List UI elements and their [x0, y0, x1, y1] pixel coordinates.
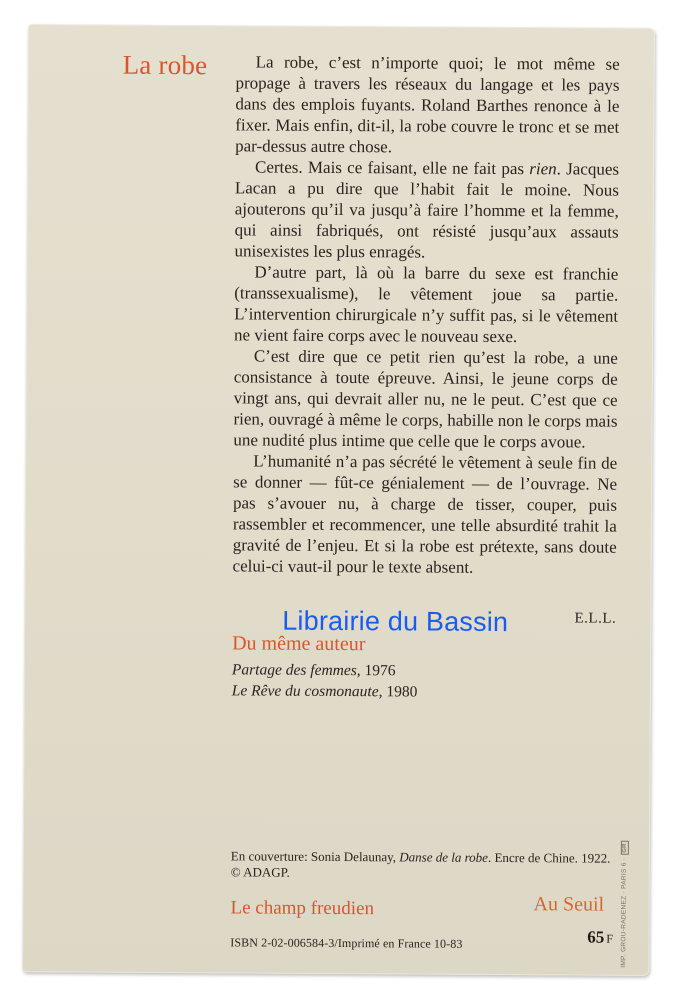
blurb-paragraph-2: [234, 156, 619, 263]
works-list: [232, 659, 418, 702]
book-title: La robe: [122, 49, 208, 81]
blurb-text-segment: Certes. Mais ce faisant, elle ne fait pas: [254, 157, 530, 179]
work-title: Partage des femmes: [231, 661, 357, 680]
blurb-text: [233, 51, 620, 578]
collection-name: Le champ freudien: [230, 897, 375, 920]
credits-line: [231, 848, 631, 866]
work-year: , 1980: [378, 683, 418, 701]
credits-prefix: En couverture: Sonia Delaunay,: [230, 848, 400, 865]
printer-text: IMP. GROU-RADENEZ · PARIS 6 ·: [620, 857, 628, 968]
credits-suffix: . Encre de Chine. 1922.: [487, 849, 611, 866]
work-year: , 1976: [356, 662, 396, 680]
book-back-cover: [22, 24, 655, 976]
work-title: Le Rêve du cosmonaute: [231, 682, 379, 701]
same-author-heading: Du même auteur: [232, 632, 366, 656]
blurb-text-segment: . Jacques Lacan a pu dire que l’habit fait le moine. Nous ajouterons qu’il va jusqu’à faire l’homme et la femme, qui ainsi fabriqués, ont résisté jusqu’aux assauts unisexistes les plus enragés.: [234, 159, 620, 262]
author-signature: E.L.L.: [574, 610, 617, 627]
cover-credits: [231, 848, 631, 882]
credits-artwork: Danse de la robe: [399, 849, 489, 865]
price: [587, 928, 613, 948]
publisher-name: Au Seuil: [533, 893, 605, 916]
work-item: [232, 659, 418, 681]
blurb-paragraph-5: L’humanité n’a pas sécrété le vêtement à seule fin de se donner — fût-ce génialement — de l’ouvrage. Ne pas s’avouer nu, à charge de tisser, couper, puis rassembler et recommencer, une telle absurdité trahit la gravité de l’enjeu. Et si la robe est prétexte, sans doute celui-ci vaut-il pour le texte absent.: [232, 451, 618, 577]
blurb-emphasis: rien: [529, 159, 557, 179]
price-value: 65: [587, 927, 605, 947]
credits-copyright: © ADAGP.: [230, 864, 290, 880]
isbn-line: ISBN 2-02-006584-3/Imprimé en France 10-83: [230, 935, 463, 951]
blurb-paragraph-4: C’est dire que ce petit rien qu’est la robe, a une consistance à toute épreuve. Ainsi, le jeune corps de vingt ans, qui devrait aller nu, ne le peut. C’est que ce rien, ouvragé à même le corps, habille non le corps mais une nudité plus intime que celle que le corps avoue.: [233, 346, 618, 452]
blurb-paragraph-1: La robe, c’est n’importe quoi; le mot même se propage à travers les réseaux du langage et les pays dans des emplois fuyants. Roland Barthes renonce à le fixer. Mais enfin, dit-il, la robe couvre le tronc et se met par-dessus autre chose.: [235, 52, 620, 157]
printer-imprint: [620, 841, 629, 968]
work-item: [232, 680, 418, 702]
bookseller-watermark: Librairie du Bassin: [282, 605, 509, 638]
price-currency: F: [606, 931, 614, 946]
printer-logo-icon: GR: [621, 841, 629, 855]
blurb-paragraph-3: D’autre part, là où la barre du sexe est franchie (transsexualisme), le vêtement joue sa partie. L’intervention chirurgicale n’y suffit pas, si le vêtement ne vient faire corps avec le nouveau sexe.: [233, 262, 619, 347]
